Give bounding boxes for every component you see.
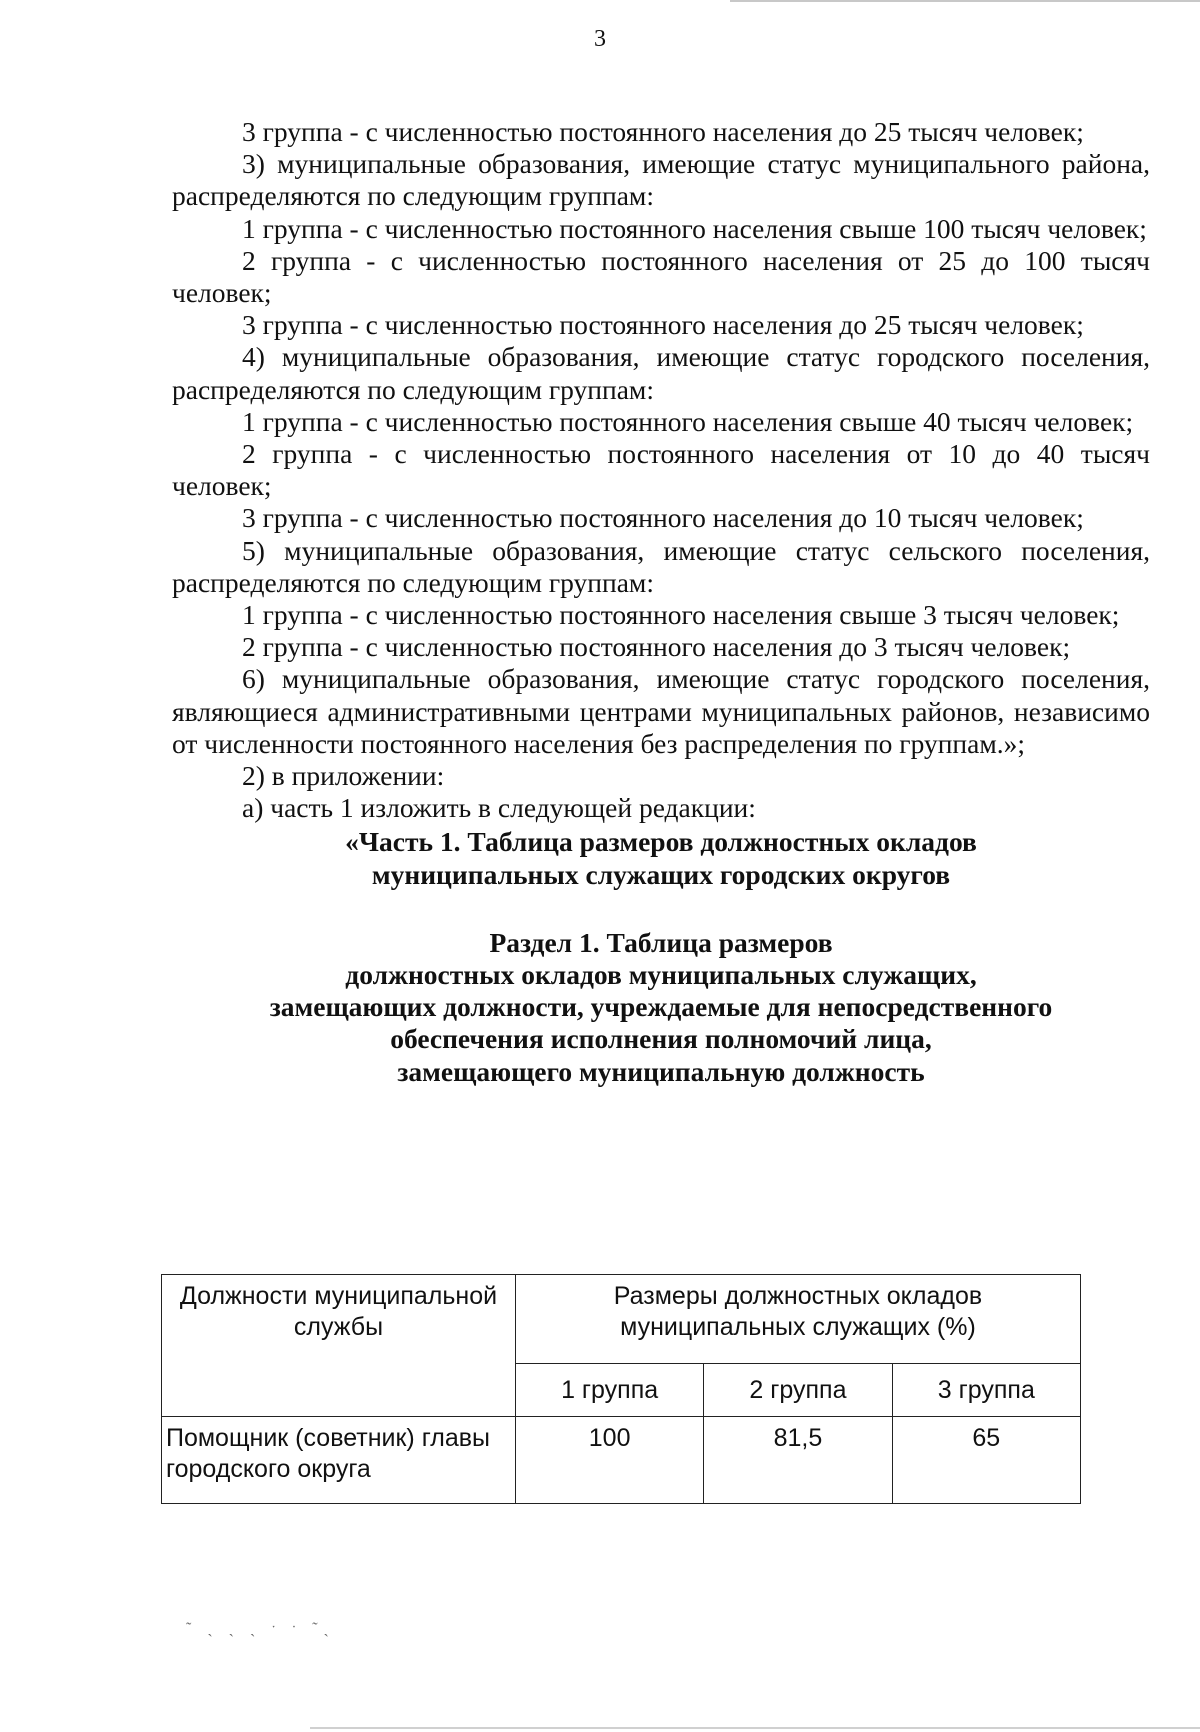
paragraph: 6) муниципальные образования, имеющие статус городского поселения, являющиеся административными центрами муниципальных районов, независимо от численности постоянного населения без распределения по группам.»; [172,663,1150,759]
sizes-column-header: Размеры должностных окладов муниципальных служащих (%) [515,1275,1080,1364]
paragraph: 5) муниципальные образования, имеющие статус сельского поселения, распределяются по следующим группам: [172,534,1150,598]
group-1-header: 1 группа [515,1364,703,1417]
document-body [172,116,1150,1088]
paragraph: 3 группа - с численностью постоянного населения до 25 тысяч человек; [242,309,1084,341]
paragraph: 1 группа - с численностью постоянного населения свыше 40 тысяч человек; [242,405,1134,437]
paragraph: 3 группа - с численностью постоянного населения до 25 тысяч человек; [242,116,1084,147]
page-number: 3 [594,26,606,52]
paragraph: 3 группа - с численностью постоянного населения до 10 тысяч человек; [242,502,1084,534]
section-heading-line: Раздел 1. Таблица размеров [489,926,833,958]
part-heading-line: «Часть 1. Таблица размеров должностных окладов [345,826,977,858]
section-heading-line: обеспечения исполнения полномочий лица, [390,1023,932,1055]
section-heading [172,927,1150,1088]
paragraph: 2 группа - с численностью постоянного населения до 3 тысяч человек; [242,631,1071,663]
group-1-value: 100 [515,1417,703,1504]
scan-marks: ˜ ˎ ˎ ˎ ˑ ˑ ˜ˎ [186,1620,335,1637]
position-cell: Помощник (советник) главы городского округа [162,1417,516,1504]
top-edge-line [730,0,1200,2]
group-3-value: 65 [892,1417,1080,1504]
part-heading-line: муниципальных служащих городских округов [371,858,951,890]
section-heading-line: замещающего муниципальную должность [397,1055,925,1087]
paragraph: а) часть 1 изложить в следующей редакции: [242,792,756,824]
paragraph: 2 группа - с численностью постоянного населения от 25 до 100 тысяч человек; [172,244,1150,309]
section-heading-line: замещающих должности, учреждаемые для непосредственного [269,991,1053,1023]
section-heading-line: должностных окладов муниципальных служащих, [345,959,977,991]
table-row [162,1417,1081,1504]
paragraph: 2) в приложении: [242,760,445,792]
paragraph: 1 группа - с численностью постоянного населения свыше 3 тысяч человек; [242,599,1120,631]
part-heading [172,826,1150,890]
paragraph: 1 группа - с численностью постоянного населения свыше 100 тысяч человек; [242,212,1147,244]
bottom-edge-line [310,1727,1200,1729]
paragraph: 3) муниципальные образования, имеющие статус муниципального района, распределяются по следующим группам: [172,148,1150,212]
group-2-value: 81,5 [704,1417,892,1504]
position-column-header: Должности муниципальной службы [162,1275,516,1417]
table-header-row [162,1275,1081,1364]
paragraph: 2 группа - с численностью постоянного населения от 10 до 40 тысяч человек; [172,438,1150,502]
group-3-header: 3 группа [892,1364,1080,1417]
paragraph: 4) муниципальные образования, имеющие статус городского поселения, распределяются по следующим группам: [172,341,1150,405]
group-2-header: 2 группа [704,1364,892,1417]
salary-table [161,1274,1081,1504]
